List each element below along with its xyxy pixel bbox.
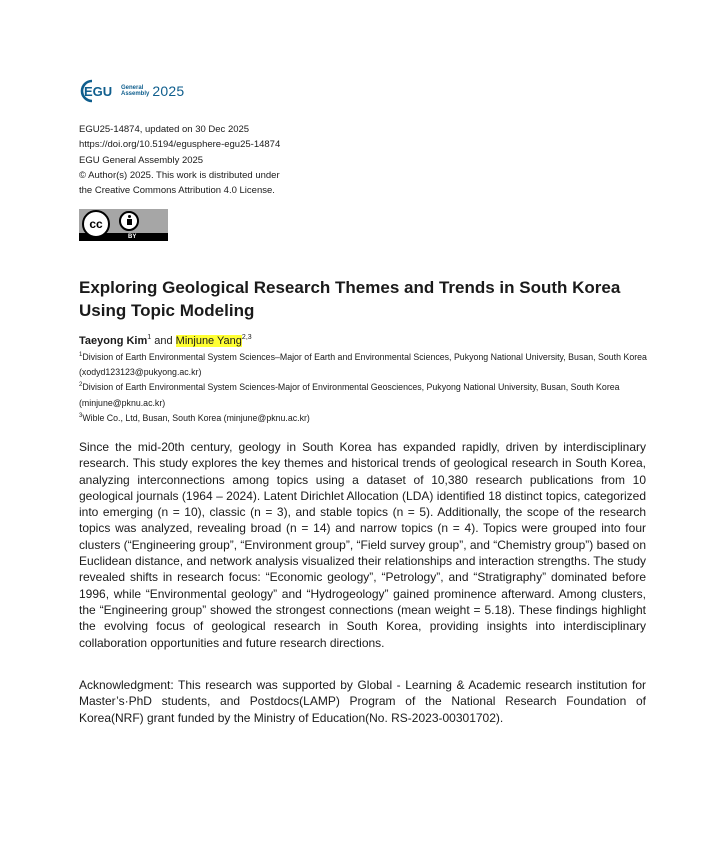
cc-icon-text: cc bbox=[89, 217, 103, 231]
affiliation-1 bbox=[79, 350, 659, 380]
egu-logo-mark-icon bbox=[79, 78, 119, 104]
logo-line-general: General bbox=[121, 85, 144, 91]
affiliation-3-sup: 3 bbox=[79, 412, 83, 419]
affiliation-1-sup: 1 bbox=[79, 352, 83, 358]
affiliation-2-text: Division of Earth Environmental System Sciences-Major of Environmental Geosciences, Pukyong National University, Busan, South Korea (minjune@pknu.ac.kr) bbox=[79, 382, 620, 408]
affiliation-list bbox=[79, 350, 659, 426]
meta-block bbox=[79, 122, 280, 198]
logo-year: 2025 bbox=[152, 83, 185, 99]
paper-title: Exploring Geological Research Themes and Trends in South Korea Using Topic Modeling bbox=[79, 278, 621, 320]
logo-subtitle bbox=[121, 85, 149, 97]
abstract-id: EGU25-14874, updated on 30 Dec 2025 bbox=[79, 124, 250, 135]
cc-by-label-bar bbox=[79, 233, 168, 241]
affiliation-3 bbox=[79, 411, 659, 426]
acknowledgment: Acknowledgment: This research was supported by Global - Learning & Academic research institution for Master’s·PhD students, and Postdocs(LAMP) Program of the National Research Foundation of Korea(NRF) grant funded by the Ministry of Education(No. RS-2023-00301702). bbox=[79, 678, 646, 725]
attribution-person-icon bbox=[119, 211, 139, 231]
cc-by-badge[interactable] bbox=[79, 209, 168, 241]
person-body-shape bbox=[127, 219, 132, 225]
logo-mark-text: EGU bbox=[84, 84, 113, 99]
author-name-1: Taeyong Kim bbox=[79, 335, 148, 347]
affiliation-1-text: Division of Earth Environmental System Sciences–Major of Earth and Environmental Sciences, Pukyong National University, Busan, South Korea (xodyd123123@pukyong.ac.kr) bbox=[79, 352, 647, 378]
author-conjunction: and bbox=[154, 335, 173, 347]
abstract-body: Since the mid-20th century, geology in South Korea has expanded rapidly, driven by interdisciplinary research. This study explores the key themes and historical trends of geological research in South Korea, analyzing interconnections among topics using a dataset of 10,380 research publications from 10 geological journals (1964 – 2024). Latent Dirichlet Allocation (LDA) identified 18 distinct topics, categorized into emerging (n = 10), classic (n = 3), and stable topics (n = 5). Additionally, the scope of the research topics was analyzed, revealing broad (n = 14) and narrow topics (n = 4). Topics were grouped into four clusters (“Engineering group”, “Environment group”, “Field survey group”, and “Chemistry group”) based on Euclidean distance, and network analysis visualized their relationships and interaction strengths. The study revealed shifts in research focus: “Economic geology”, “Petrology”, and “Stratigraphy” dominated before 1996, while “Environmental geology” and “Hydrogeology” gained prominence afterward. Among clusters, the “Engineering group” showed the strongest connections (mean weight = 5.18). These findings highlight the evolving focus of geological research in South Korea, providing insights into interdisciplinary collaboration opportunities and future research directions. bbox=[79, 440, 646, 650]
copyright-line: © Author(s) 2025. This work is distributed under bbox=[79, 169, 280, 181]
author-1-affiliation-sup: 1 bbox=[147, 334, 152, 341]
cc-by-label: BY bbox=[128, 234, 137, 240]
author-list bbox=[79, 334, 252, 348]
egu-logo bbox=[79, 78, 184, 104]
author-2-affiliation-sup: 2,3 bbox=[241, 334, 252, 341]
affiliation-2 bbox=[79, 380, 659, 410]
conference-name: EGU General Assembly 2025 bbox=[79, 154, 204, 166]
author-name-2: Minjune Yang bbox=[175, 335, 242, 347]
affiliation-2-sup: 2 bbox=[79, 382, 83, 389]
doi-link[interactable]: https://doi.org/10.5194/egusphere-egu25-14874 bbox=[79, 139, 281, 151]
logo-line-assembly: Assembly bbox=[121, 91, 150, 97]
affiliation-3-text: Wible Co., Ltd, Busan, South Korea (minjune@pknu.ac.kr) bbox=[82, 412, 310, 423]
license-line: the Creative Commons Attribution 4.0 License. bbox=[79, 185, 275, 197]
person-head-shape bbox=[128, 215, 131, 218]
